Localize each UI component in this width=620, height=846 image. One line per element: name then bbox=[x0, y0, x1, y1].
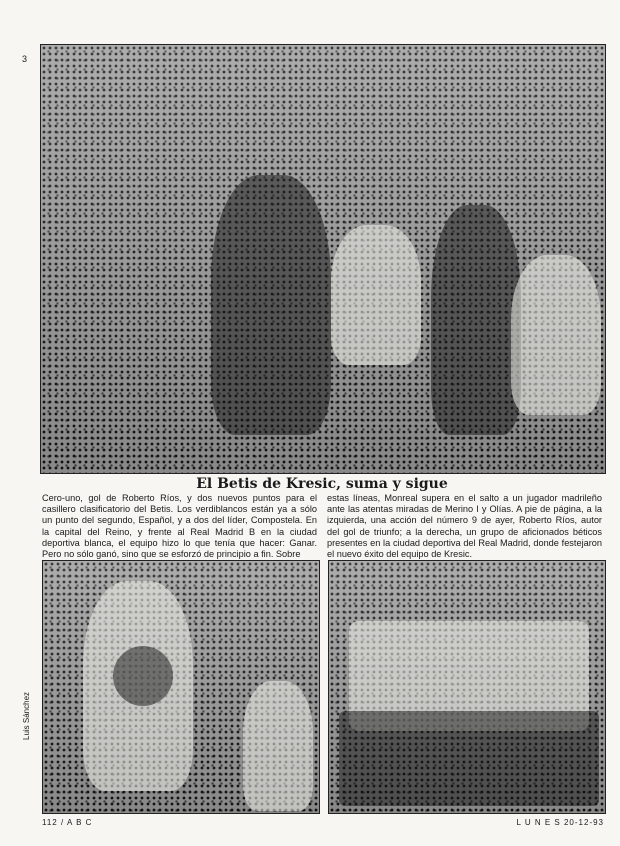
article-column-right: estas líneas, Monreal supera en el salto a un jugador madrileño ante las atentas miradas de Merino I y Olías. A pie de página, a la izquierda, una acción del número 9 de ayer, Roberto Ríos, autor del gol de triunfo; a la derecha, un grupo de aficionados béticos presentes en la ciudad deportiva del Real Madrid, donde festejaron el nuevo éxito del equipo de Kresic. bbox=[327, 493, 602, 560]
player-figure bbox=[211, 175, 331, 435]
player-figure bbox=[431, 205, 521, 435]
bottom-left-photo bbox=[42, 560, 320, 814]
ball-shape bbox=[113, 646, 173, 706]
article-column-left: Cero-uno, gol de Roberto Ríos, y dos nuevos puntos para el casillero clasificatorio del Betis. Los verdiblancos están ya a sólo un punto del segundo, Español, y a dos del líder, Compostela. En la capital del Reino, y frente al Real Madrid B en la ciudad deportiva blanca, el equipo hizo lo que tenía que hacer: Ganar. Pero no sólo ganó, sino que se esforzó de principio a fin. Sobre bbox=[42, 493, 317, 560]
player-figure bbox=[511, 255, 601, 415]
top-photo bbox=[40, 44, 606, 474]
bottom-right-photo bbox=[328, 560, 606, 814]
player-figure bbox=[331, 225, 421, 365]
page-margin-mark: 3 bbox=[22, 54, 28, 64]
article-headline: El Betis de Kresic, suma y sigue bbox=[196, 476, 448, 492]
photo-credit: Luis Sánchez bbox=[22, 691, 31, 740]
player-figure bbox=[243, 681, 313, 811]
page-footer-right: L U N E S 20-12-93 bbox=[516, 818, 604, 827]
fans-group bbox=[339, 711, 599, 806]
page-footer-left: 112 / A B C bbox=[42, 818, 93, 827]
